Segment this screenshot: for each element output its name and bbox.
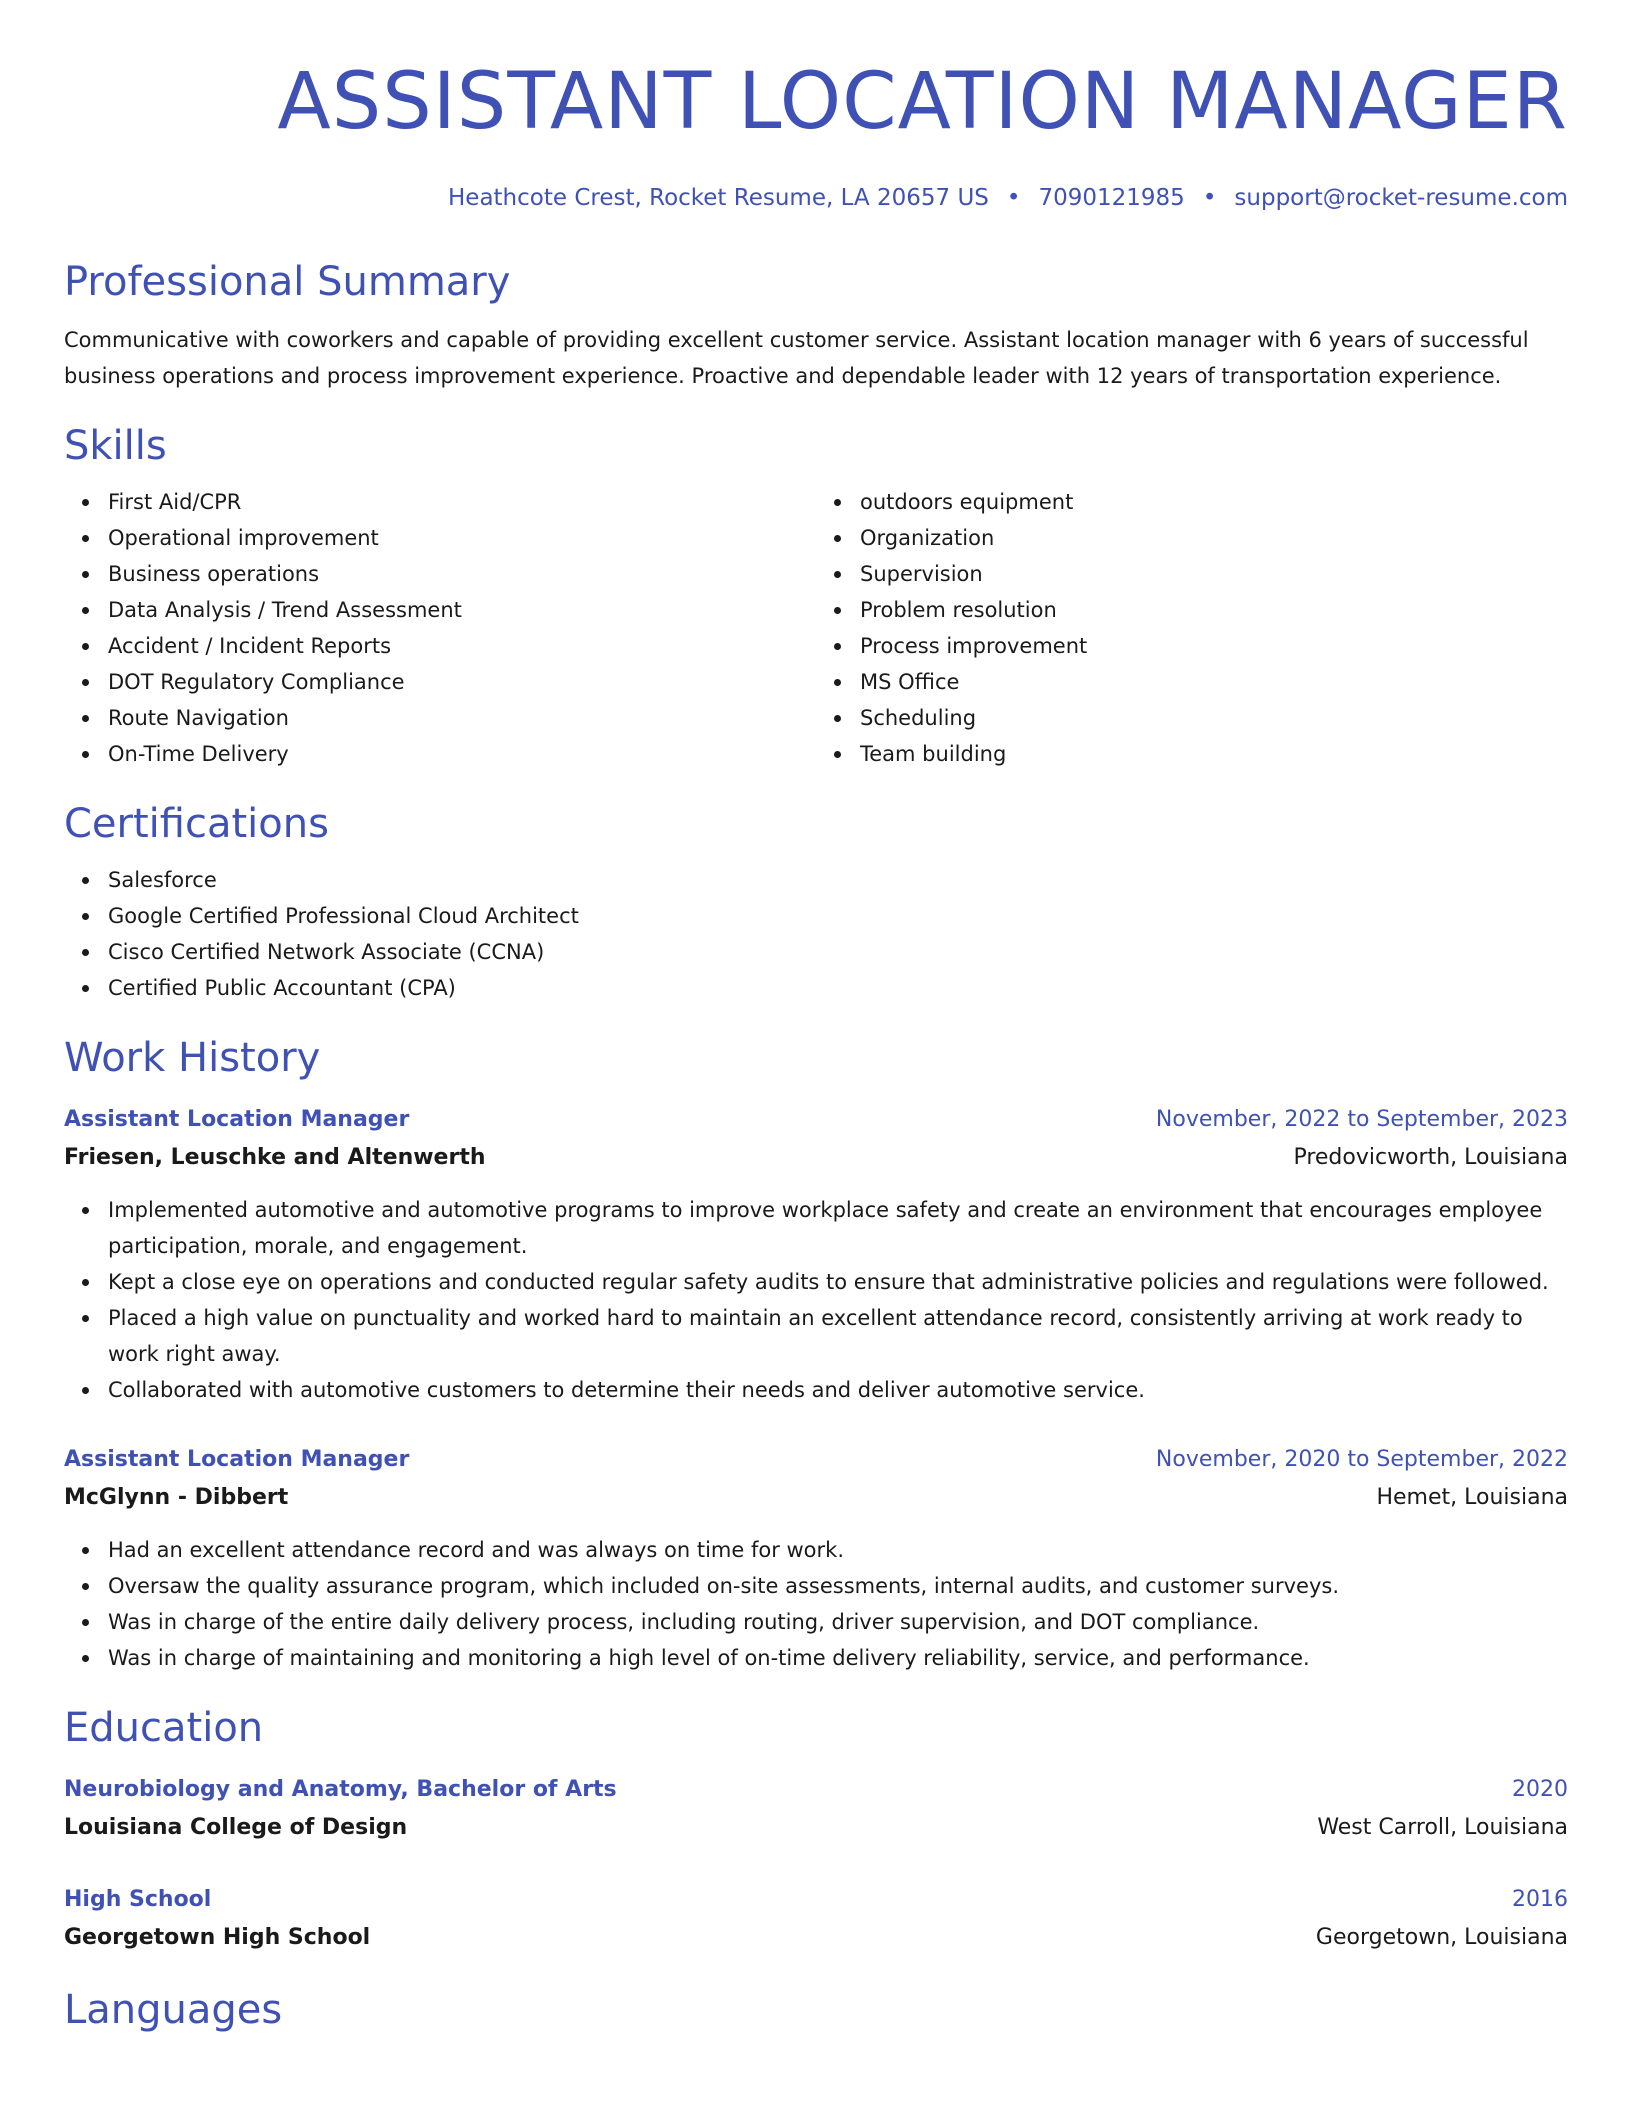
certification-item: Google Certified Professional Cloud Architect	[108, 898, 1568, 934]
job-company-row	[64, 1138, 1568, 1178]
job-duty: Oversaw the quality assurance program, which included on-site assessments, internal audits, and customer surveys.	[108, 1568, 1568, 1604]
skill-item: Supervision	[860, 556, 1568, 592]
school-location: West Carroll, Louisiana	[1317, 1815, 1568, 1840]
degree-row	[64, 1772, 1568, 1808]
skills-list-left	[64, 484, 816, 772]
job-duty: Kept a close eye on operations and conducted regular safety audits to ensure that administrative policies and regulations were followed.	[108, 1264, 1568, 1300]
skills-list-right	[816, 484, 1568, 772]
certifications-section	[64, 798, 1568, 1006]
job-location: Hemet, Louisiana	[1376, 1485, 1568, 1510]
skill-item: outdoors equipment	[860, 484, 1568, 520]
education-entry	[64, 1772, 1568, 1848]
certification-item: Salesforce	[108, 862, 1568, 898]
job-company: Friesen, Leuschke and Altenwerth	[64, 1145, 486, 1170]
skill-item: MS Office	[860, 664, 1568, 700]
contact-separator: •	[1202, 185, 1217, 211]
job-title: Assistant Location Manager	[64, 1447, 410, 1472]
job-title: Assistant Location Manager	[64, 1107, 410, 1132]
skill-item: Business operations	[108, 556, 816, 592]
contact-email: support@rocket-resume.com	[1234, 185, 1568, 211]
school-row	[64, 1808, 1568, 1848]
contact-address: Heathcote Crest, Rocket Resume, LA 20657 US	[448, 185, 989, 211]
job-duties-list	[64, 1192, 1568, 1408]
education-entry	[64, 1882, 1568, 1958]
skill-item: Accident / Incident Reports	[108, 628, 816, 664]
skill-item: Problem resolution	[860, 592, 1568, 628]
skill-item: Data Analysis / Trend Assessment	[108, 592, 816, 628]
degree-name: Neurobiology and Anatomy, Bachelor of Arts	[64, 1777, 617, 1802]
job-title-row	[64, 1102, 1568, 1138]
skill-item: Team building	[860, 736, 1568, 772]
job-location: Predovicworth, Louisiana	[1293, 1145, 1568, 1170]
skills-section	[64, 420, 1568, 772]
contact-line	[64, 182, 1568, 214]
skill-item: Process improvement	[860, 628, 1568, 664]
work-history-section	[64, 1032, 1568, 1676]
graduation-year: 2020	[1512, 1777, 1568, 1802]
certifications-heading: Certifications	[64, 801, 329, 847]
job-entry	[64, 1102, 1568, 1408]
education-section	[64, 1702, 1568, 1958]
skill-item: On-Time Delivery	[108, 736, 816, 772]
job-duty: Was in charge of maintaining and monitoring a high level of on-time delivery reliability, service, and performance.	[108, 1640, 1568, 1676]
job-duty: Implemented automotive and automotive programs to improve workplace safety and create an environment that encourages employee participation, morale, and engagement.	[108, 1192, 1568, 1264]
job-duties-list	[64, 1532, 1568, 1676]
contact-phone: 7090121985	[1038, 185, 1185, 211]
skill-item: DOT Regulatory Compliance	[108, 664, 816, 700]
skill-item: Route Navigation	[108, 700, 816, 736]
certifications-list	[64, 862, 1568, 1006]
skill-item: Scheduling	[860, 700, 1568, 736]
degree-row	[64, 1882, 1568, 1918]
job-entry	[64, 1442, 1568, 1676]
job-company-row	[64, 1478, 1568, 1518]
skill-item: Operational improvement	[108, 520, 816, 556]
skills-columns	[64, 472, 1568, 772]
graduation-year: 2016	[1512, 1887, 1568, 1912]
job-title-row	[64, 1442, 1568, 1478]
skill-item: First Aid/CPR	[108, 484, 816, 520]
certification-item: Cisco Certified Network Associate (CCNA)	[108, 934, 1568, 970]
resume-header	[64, 0, 1568, 214]
contact-separator: •	[1006, 185, 1021, 211]
school-name: Georgetown High School	[64, 1925, 371, 1950]
job-dates: November, 2022 to September, 2023	[1155, 1107, 1568, 1132]
skill-item: Organization	[860, 520, 1568, 556]
languages-section	[64, 1984, 1568, 2036]
summary-section	[64, 256, 1568, 394]
summary-heading: Professional Summary	[64, 259, 511, 305]
job-duty: Placed a high value on punctuality and worked hard to maintain an excellent attendance record, consistently arriving at work ready to work right away.	[108, 1300, 1568, 1372]
skills-heading: Skills	[64, 423, 167, 469]
job-duty: Had an excellent attendance record and was always on time for work.	[108, 1532, 1568, 1568]
degree-name: High School	[64, 1887, 212, 1912]
work-history-heading: Work History	[64, 1035, 321, 1081]
job-company: McGlynn - Dibbert	[64, 1485, 289, 1510]
certification-item: Certified Public Accountant (CPA)	[108, 970, 1568, 1006]
job-dates: November, 2020 to September, 2022	[1155, 1447, 1568, 1472]
candidate-name: ASSISTANT LOCATION MANAGER	[277, 57, 1568, 147]
school-row	[64, 1918, 1568, 1958]
summary-text: Communicative with coworkers and capable of providing excellent customer service. Assistant location manager with 6 years of successful business operations and process improvement experience. Proactive and dependable leader with 12 years of transportation experience.	[64, 328, 1529, 388]
languages-heading: Languages	[64, 1987, 283, 2033]
school-name: Louisiana College of Design	[64, 1815, 408, 1840]
school-location: Georgetown, Louisiana	[1315, 1925, 1568, 1950]
education-heading: Education	[64, 1705, 264, 1751]
job-duty: Was in charge of the entire daily delivery process, including routing, driver supervision, and DOT compliance.	[108, 1604, 1568, 1640]
job-duty: Collaborated with automotive customers to determine their needs and deliver automotive service.	[108, 1372, 1568, 1408]
